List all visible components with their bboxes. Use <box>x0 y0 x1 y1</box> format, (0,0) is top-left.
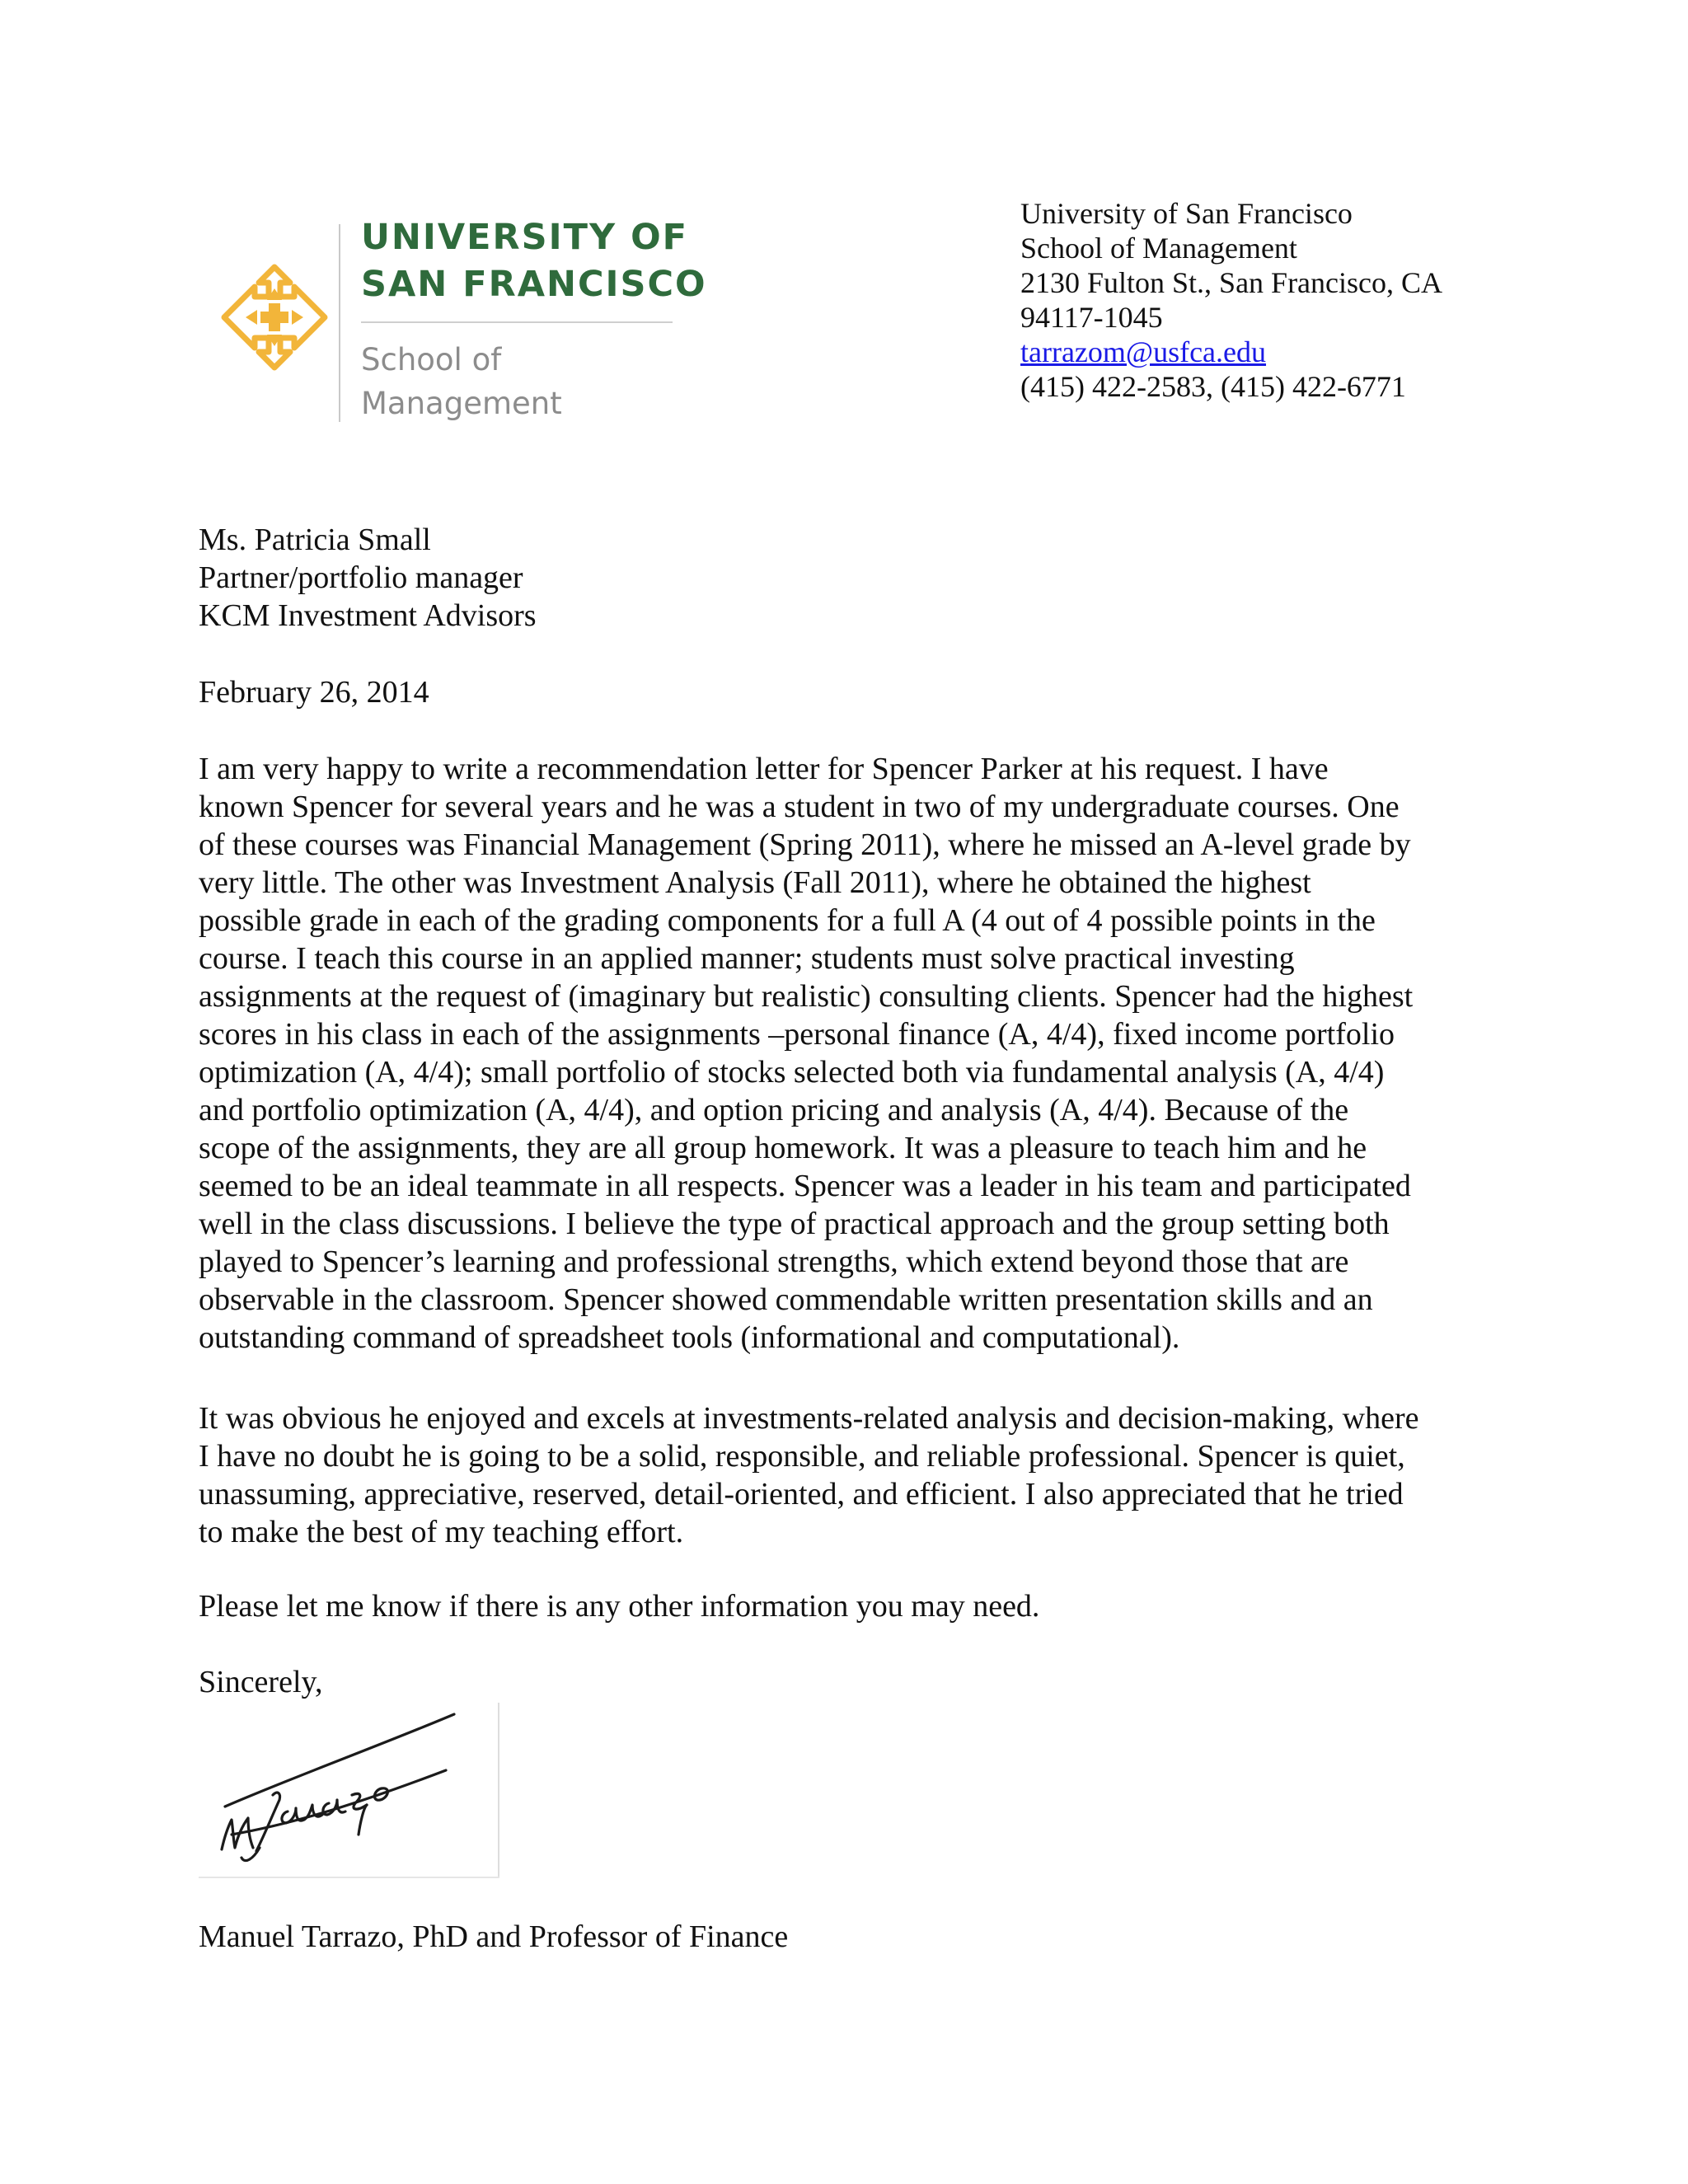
body-line: scores in his class in each of the assignments –personal finance (A, 4/4), fixed income portfolio <box>199 1017 1395 1052</box>
body-line: of these courses was Financial Management (Spring 2011), where he missed an A-level grade by <box>199 827 1411 862</box>
body-line: scope of the assignments, they are all group homework. It was a pleasure to teach him and he <box>199 1131 1367 1165</box>
closing-salutation: Sincerely, <box>199 1665 323 1699</box>
body-line: to make the best of my teaching effort. <box>199 1515 684 1549</box>
sender-phones: (415) 422-2583, (415) 422-6771 <box>1020 370 1406 403</box>
body-line: very little. The other was Investment Analysis (Fall 2011), where he obtained the highest <box>199 865 1311 900</box>
usf-logo <box>221 213 707 427</box>
logo-divider <box>339 224 340 422</box>
sender-line-4: 94117-1045 <box>1020 301 1163 334</box>
signature-image <box>199 1703 499 1878</box>
recipient-name: Ms. Patricia Small <box>199 523 431 557</box>
handwritten-signature-icon <box>199 1703 499 1878</box>
logo-university-name <box>361 214 707 308</box>
recipient-company: KCM Investment Advisors <box>199 598 537 633</box>
body-line: It was obvious he enjoyed and excels at investments-related analysis and decision-making, where <box>199 1401 1419 1436</box>
logo-rule <box>361 321 673 323</box>
body-line: seemed to be an ideal teammate in all respects. Spencer was a leader in his team and participated <box>199 1169 1411 1203</box>
body-line: observable in the classroom. Spencer showed commendable written presentation skills and an <box>199 1282 1373 1317</box>
body-line: possible grade in each of the grading components for a full A (4 out of 4 possible points in the <box>199 903 1376 938</box>
signature-frame-bottom <box>199 1877 499 1878</box>
logo-school-line-2: Management <box>361 386 562 421</box>
logo-school-name <box>361 338 562 425</box>
signer-name: Manuel Tarrazo, PhD and Professor of Finance <box>199 1919 789 1954</box>
logo-line-2: SAN FRANCISCO <box>361 264 707 305</box>
logo-line-1: UNIVERSITY OF <box>361 217 689 258</box>
body-line: well in the class discussions. I believe the type of practical approach and the group setting both <box>199 1207 1390 1241</box>
sender-address <box>1020 196 1442 404</box>
body-line: known Spencer for several years and he was a student in two of my undergraduate courses. One <box>199 790 1400 824</box>
body-line: outstanding command of spreadsheet tools (informational and computational). <box>199 1320 1180 1355</box>
body-line: I have no doubt he is going to be a solid, responsible, and reliable professional. Spencer is quiet, <box>199 1439 1405 1474</box>
body-line: played to Spencer’s learning and professional strengths, which extend beyond those that are <box>199 1244 1349 1279</box>
body-line: course. I teach this course in an applied manner; students must solve practical investing <box>199 941 1295 976</box>
signature-frame-edge <box>498 1703 499 1878</box>
sender-line-1: University of San Francisco <box>1020 197 1353 230</box>
body-paragraph-1 <box>199 750 1501 1357</box>
body-line: assignments at the request of (imaginary but realistic) consulting clients. Spencer had the highest <box>199 979 1414 1014</box>
letter-date: February 26, 2014 <box>199 675 429 710</box>
body-line: I am very happy to write a recommendation letter for Spencer Parker at his request. I have <box>199 752 1329 786</box>
usf-cross-emblem-icon <box>221 264 328 371</box>
logo-school-line-1: School of <box>361 342 502 377</box>
sender-email-link[interactable]: tarrazom@usfca.edu <box>1020 335 1267 368</box>
body-line: optimization (A, 4/4); small portfolio of stocks selected both via fundamental analysis (A, 4/4) <box>199 1055 1385 1090</box>
sender-line-2: School of Management <box>1020 232 1297 265</box>
body-line: and portfolio optimization (A, 4/4), and option pricing and analysis (A, 4/4). Because of the <box>199 1093 1349 1127</box>
recipient-block <box>199 521 1501 635</box>
body-paragraph-3: Please let me know if there is any other information you may need. <box>199 1589 1040 1624</box>
recipient-title: Partner/portfolio manager <box>199 560 523 595</box>
body-line: unassuming, appreciative, reserved, detail-oriented, and efficient. I also appreciated that he tried <box>199 1477 1404 1511</box>
sender-line-3: 2130 Fulton St., San Francisco, CA <box>1020 266 1443 299</box>
body-paragraph-2 <box>199 1399 1501 1551</box>
